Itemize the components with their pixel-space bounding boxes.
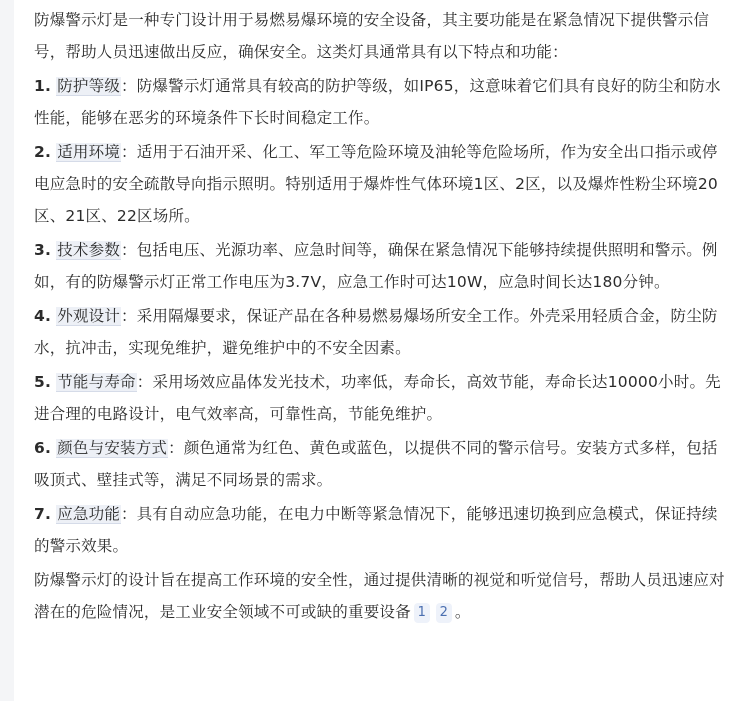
item-body: 采用隔爆要求，保证产品在各种易燃易爆场所安全工作。外壳采用轻质合金，防尘防水，抗冲击，实现免维护，避免维护中的不安全因素。 — [34, 307, 718, 357]
item-title-link[interactable]: 防护等级 — [57, 77, 121, 95]
conclusion-paragraph — [34, 564, 728, 628]
item-title-link[interactable]: 适用环境 — [57, 143, 121, 161]
item-number: 6. — [34, 439, 52, 457]
list-item-6 — [34, 432, 728, 496]
item-title-link[interactable]: 节能与寿命 — [57, 373, 136, 391]
list-item-3 — [34, 234, 728, 298]
item-separator: ： — [121, 505, 137, 523]
item-body: 包括电压、光源功率、应急时间等，确保在紧急情况下能够持续提供照明和警示。例如，有的防爆警示灯正常工作电压为3.7V，应急工作时可达10W，应急时间长达180分钟。 — [34, 241, 718, 291]
item-title-link[interactable]: 应急功能 — [57, 505, 121, 523]
item-separator: ： — [121, 241, 137, 259]
conclusion-text: 防爆警示灯的设计旨在提高工作环境的安全性，通过提供清晰的视觉和听觉信号，帮助人员迅速应对潜在的危险情况，是工业安全领域不可或缺的重要设备 — [34, 571, 725, 621]
item-separator: ： — [121, 143, 137, 161]
item-title-link[interactable]: 技术参数 — [57, 241, 121, 259]
item-number: 4. — [34, 307, 52, 325]
item-body: 适用于石油开采、化工、军工等危险环境及油轮等危险场所，作为安全出口指示或停电应急时的安全疏散导向指示照明。特别适用于爆炸性气体环境1区、2区，以及爆炸性粉尘环境20区、21区、22区场所。 — [34, 143, 718, 225]
list-item-4 — [34, 300, 728, 364]
list-item-2 — [34, 136, 728, 232]
citation-badge-2[interactable]: 2 — [436, 603, 452, 623]
list-item-1 — [34, 70, 728, 134]
item-body: 防爆警示灯通常具有较高的防护等级，如IP65，这意味着它们具有良好的防尘和防水性能，能够在恶劣的环境条件下长时间稳定工作。 — [34, 77, 721, 127]
item-number: 5. — [34, 373, 52, 391]
item-separator: ： — [121, 307, 137, 325]
item-title-link[interactable]: 颜色与安装方式 — [57, 439, 168, 457]
item-body: 具有自动应急功能，在电力中断等紧急情况下，能够迅速切换到应急模式，保证持续的警示效果。 — [34, 505, 718, 555]
intro-paragraph: 防爆警示灯是一种专门设计用于易燃易爆环境的安全设备，其主要功能是在紧急情况下提供警示信号，帮助人员迅速做出反应，确保安全。这类灯具通常具有以下特点和功能： — [34, 11, 710, 61]
list-item-7 — [34, 498, 728, 562]
item-separator: ： — [168, 439, 184, 457]
item-number: 2. — [34, 143, 52, 161]
item-body: 采用场效应晶体发光技术，功率低，寿命长，高效节能，寿命长达10000小时。先进合理的电路设计，电气效率高，可靠性高，节能免维护。 — [34, 373, 721, 423]
item-number: 1. — [34, 77, 52, 95]
list-item-5 — [34, 366, 728, 430]
citation-badge-1[interactable]: 1 — [414, 603, 430, 623]
item-title-link[interactable]: 外观设计 — [57, 307, 121, 325]
conclusion-end: 。 — [454, 603, 471, 621]
item-separator: ： — [121, 77, 137, 95]
left-gutter — [0, 0, 14, 701]
item-number: 3. — [34, 241, 52, 259]
item-separator: ： — [136, 373, 153, 391]
item-number: 7. — [34, 505, 52, 523]
item-body: 颜色通常为红色、黄色或蓝色，以提供不同的警示信号。安装方式多样，包括吸顶式、壁挂式等，满足不同场景的需求。 — [34, 439, 718, 489]
